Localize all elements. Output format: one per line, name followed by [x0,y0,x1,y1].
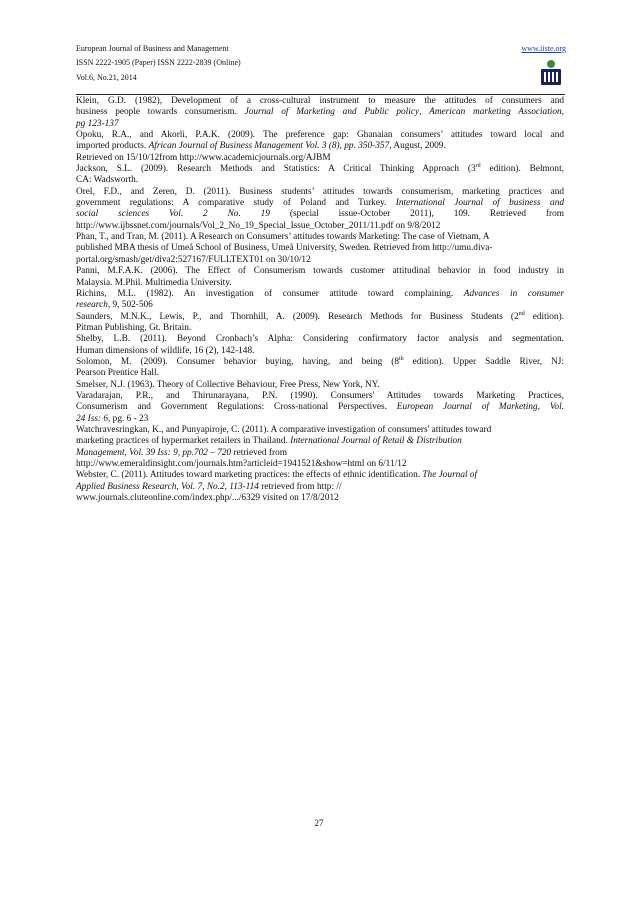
text-segment: portal.org/smash/get/diva2:527167/FULLTEXT01 on 30/10/12 [76,254,311,265]
text-segment: marketing practices of hypermarket retailers in Thailand. [76,436,291,447]
reference-line [76,141,564,152]
reference-line [76,255,564,266]
text-segment: Webster, C. (2011). Attitudes toward marketing practices: the effects of ethnic identification. [76,470,423,481]
text-segment: business people towards consumerism. [76,107,245,118]
volume-line: Vol.6, No.21, 2014 [76,73,137,82]
text-segment: http://www.ijbssnet.com/journals/Vol_2_No_19_Special_Issue_October_2011/11.pdf on 9/8/2012 [76,220,441,231]
reference-line [76,164,564,175]
reference-entry-klein-1982 [76,96,564,130]
reference-line [76,119,564,130]
reference-entry-richins-1982 [76,289,564,312]
reference-line [76,346,564,357]
reference-line [76,448,564,459]
journal-name: European Journal of Business and Management [76,44,229,53]
text-segment: Klein, G.D. (1982), Development of a cross-cultural instrument to measure the attitudes of consumers and [76,96,564,106]
reference-line [76,368,564,379]
text-segment: Orel, F.D., and Zeren, D. (2011). Business students’ attitudes towards consumerism, marketing practices and [76,186,564,197]
reference-line [76,402,564,413]
reference-entry-orel-2011 [76,187,564,232]
reference-line [76,289,564,300]
reference-entry-panni-2006 [76,266,564,289]
reference-entry-smelser-1963 [76,380,564,391]
reference-line [76,209,564,220]
italic-segment: African Journal of Business Management Vol. 3 (8), pp. 350-357, [148,141,392,152]
text-segment: Consumerism and Government Regulations: Cross-national Perspectives. [76,402,397,413]
text-segment: retrieved from [231,447,287,458]
text-segment: imported products. [76,141,149,152]
text-segment: http://www.emeraldinsight.com/journals.htm?articleid=1941521&show=html on 6/11/12 [76,459,407,469]
text-segment: (special issue-October 2011), 109. Retrieved from [269,209,565,220]
superscript: rd [475,162,481,169]
text-segment: , [419,107,430,118]
text-segment: published MBA thesis of Umeå School of Business, Umeå University, Sweden. Retrieved from http://umu.diva- [76,243,493,254]
reference-line [76,198,564,209]
text-segment: www.journals.cluteonline.com/index.php/.../6329 visited on 17/8/2012 [76,493,339,504]
reference-entry-webster-2011 [76,470,564,504]
text-segment: Richins, M.L. (1982). An investigation of consumer attitude toward complaining. [76,288,464,299]
reference-line [76,323,564,334]
reference-line [76,391,564,402]
text-segment: , [561,107,564,118]
italic-segment: International Journal of Retail & Distribution [290,436,462,447]
italic-segment: Journal of Marketing and Public policy [244,107,420,118]
text-segment: August, 2009. [391,141,446,152]
reference-line [76,153,564,164]
reference-line [76,357,564,368]
reference-line [76,436,564,447]
superscript: nd [518,310,525,317]
reference-line [76,278,564,289]
italic-segment: Advances in consumer [463,288,564,299]
text-segment: Pitman Publishing, Gt. Britain. [76,322,192,333]
text-segment: edition). Upper Saddle River, NJ: [403,356,564,367]
text-segment: retrieved from http: // [258,481,342,492]
reference-line [76,187,564,198]
text-segment: pg. 6 - 23 [110,413,149,424]
italic-segment: research, [76,300,111,311]
text-segment: CA: Wadsworth. [76,175,139,186]
italic-segment: The Journal of [422,470,478,481]
reference-entry-jackson-2009 [76,164,564,187]
italic-segment: social sciences Vol. 2 No. 19 [76,209,270,220]
text-segment: 9, 502-506 [110,300,153,311]
text-segment: government regulations: A comparative study of Poland and Turkey. [76,198,396,209]
text-segment: Malaysia. M.Phil. Multimedia University. [76,277,232,288]
reference-line [76,130,564,141]
reference-entry-saunders-2009 [76,312,564,335]
italic-segment: American marketing Association [429,107,562,118]
reference-line [76,221,564,232]
reference-entry-varadarajan-1990 [76,391,564,425]
reference-line [76,380,564,391]
reference-line [76,107,564,118]
page-header [76,36,566,92]
reference-line [76,96,564,107]
reference-line [76,334,564,345]
reference-line [76,470,564,481]
text-segment: edition). Belmont, [480,164,564,175]
text-segment: Opoku, R.A., and Akorli, P.A.K. (2009). The preference gap: Ghanaian consumers’ attitudes toward local and [76,130,564,141]
reference-list [76,96,564,504]
text-segment: Watchravesringkan, K., and Punyapiroje, C. (2011). A comparative investigation of consumers' attitudes toward [76,424,492,435]
text-segment: Smelser, N.J. (1963). Theory of Collective Behaviour, Free Press, New York, NY. [76,379,380,390]
reference-line [76,493,564,504]
text-segment: Pearson Prentice Hall. [76,368,159,379]
iiste-logo-icon [539,59,563,89]
reference-entry-phan-2011 [76,232,564,266]
reference-entry-shelby-2011 [76,334,564,357]
reference-line [76,459,564,470]
reference-line [76,312,564,323]
text-segment: edition). [524,311,564,322]
text-segment: Phan, T., and Tran, M. (2011). A Research on Consumers’ attitudes towards Marketing: The case of Vietnam, A [76,232,490,243]
superscript: th [399,355,404,362]
reference-line [76,414,564,425]
reference-line [76,482,564,493]
reference-line [76,232,564,243]
italic-segment: European Journal of Marketing, Vol. [396,402,564,413]
reference-line [76,300,564,311]
text-segment: Solomon, M. (2009). Consumer behavior buying, having, and being (8 [76,356,399,367]
reference-line [76,266,564,277]
text-segment: Varadarajan, P.R., and Thirunarayana, P.N. (1990). Consumers' Attitudes towards Marketing Practices, [76,390,564,401]
text-segment: Human dimensions of wildlife, 16 (2), 142-148. [76,345,255,356]
reference-entry-opoku-2009 [76,130,564,164]
italic-segment: 24 Iss: 6, [76,413,111,424]
reference-entry-solomon-2009 [76,357,564,380]
italic-segment: Management, Vol. 39 Iss: 9, pp.702 – 720 [76,447,232,458]
reference-line [76,243,564,254]
website-link[interactable]: www.iiste.org [521,44,566,53]
reference-entry-watchravesringkan-2011 [76,425,564,470]
text-segment: Shelby, L.B. (2011). Beyond Cronbach’s Alpha: Considering confirmatory factor analysis and segmentation. [76,334,564,345]
italic-segment: Applied Business Research, Vol. 7, No.2, 113-114 [76,481,259,492]
text-segment: Jackson, S.L. (2009). Research Methods and Statistics: A Critical Thinking Approach (3 [76,164,476,175]
text-segment: Panni, M.F.A.K. (2006). The Effect of Consumerism towards customer attitudinal behavior in food industry in [76,266,564,277]
italic-segment: International Journal of business and [395,198,564,209]
header-divider [76,94,565,95]
page-number: 27 [314,818,324,828]
text-segment: Saunders, M.N.K., Lewis, P., and Thornhill, A. (2009). Research Methods for Business Students (2 [76,311,519,322]
text-segment: Retrieved on 15/10/12from http://www.academicjournals.org/AJBM [76,152,331,163]
reference-line [76,175,564,186]
reference-line [76,425,564,436]
issn-line: ISSN 2222-1905 (Paper) ISSN 2222-2839 (Online) [76,58,241,67]
italic-segment: pg 123-137 [76,118,119,129]
